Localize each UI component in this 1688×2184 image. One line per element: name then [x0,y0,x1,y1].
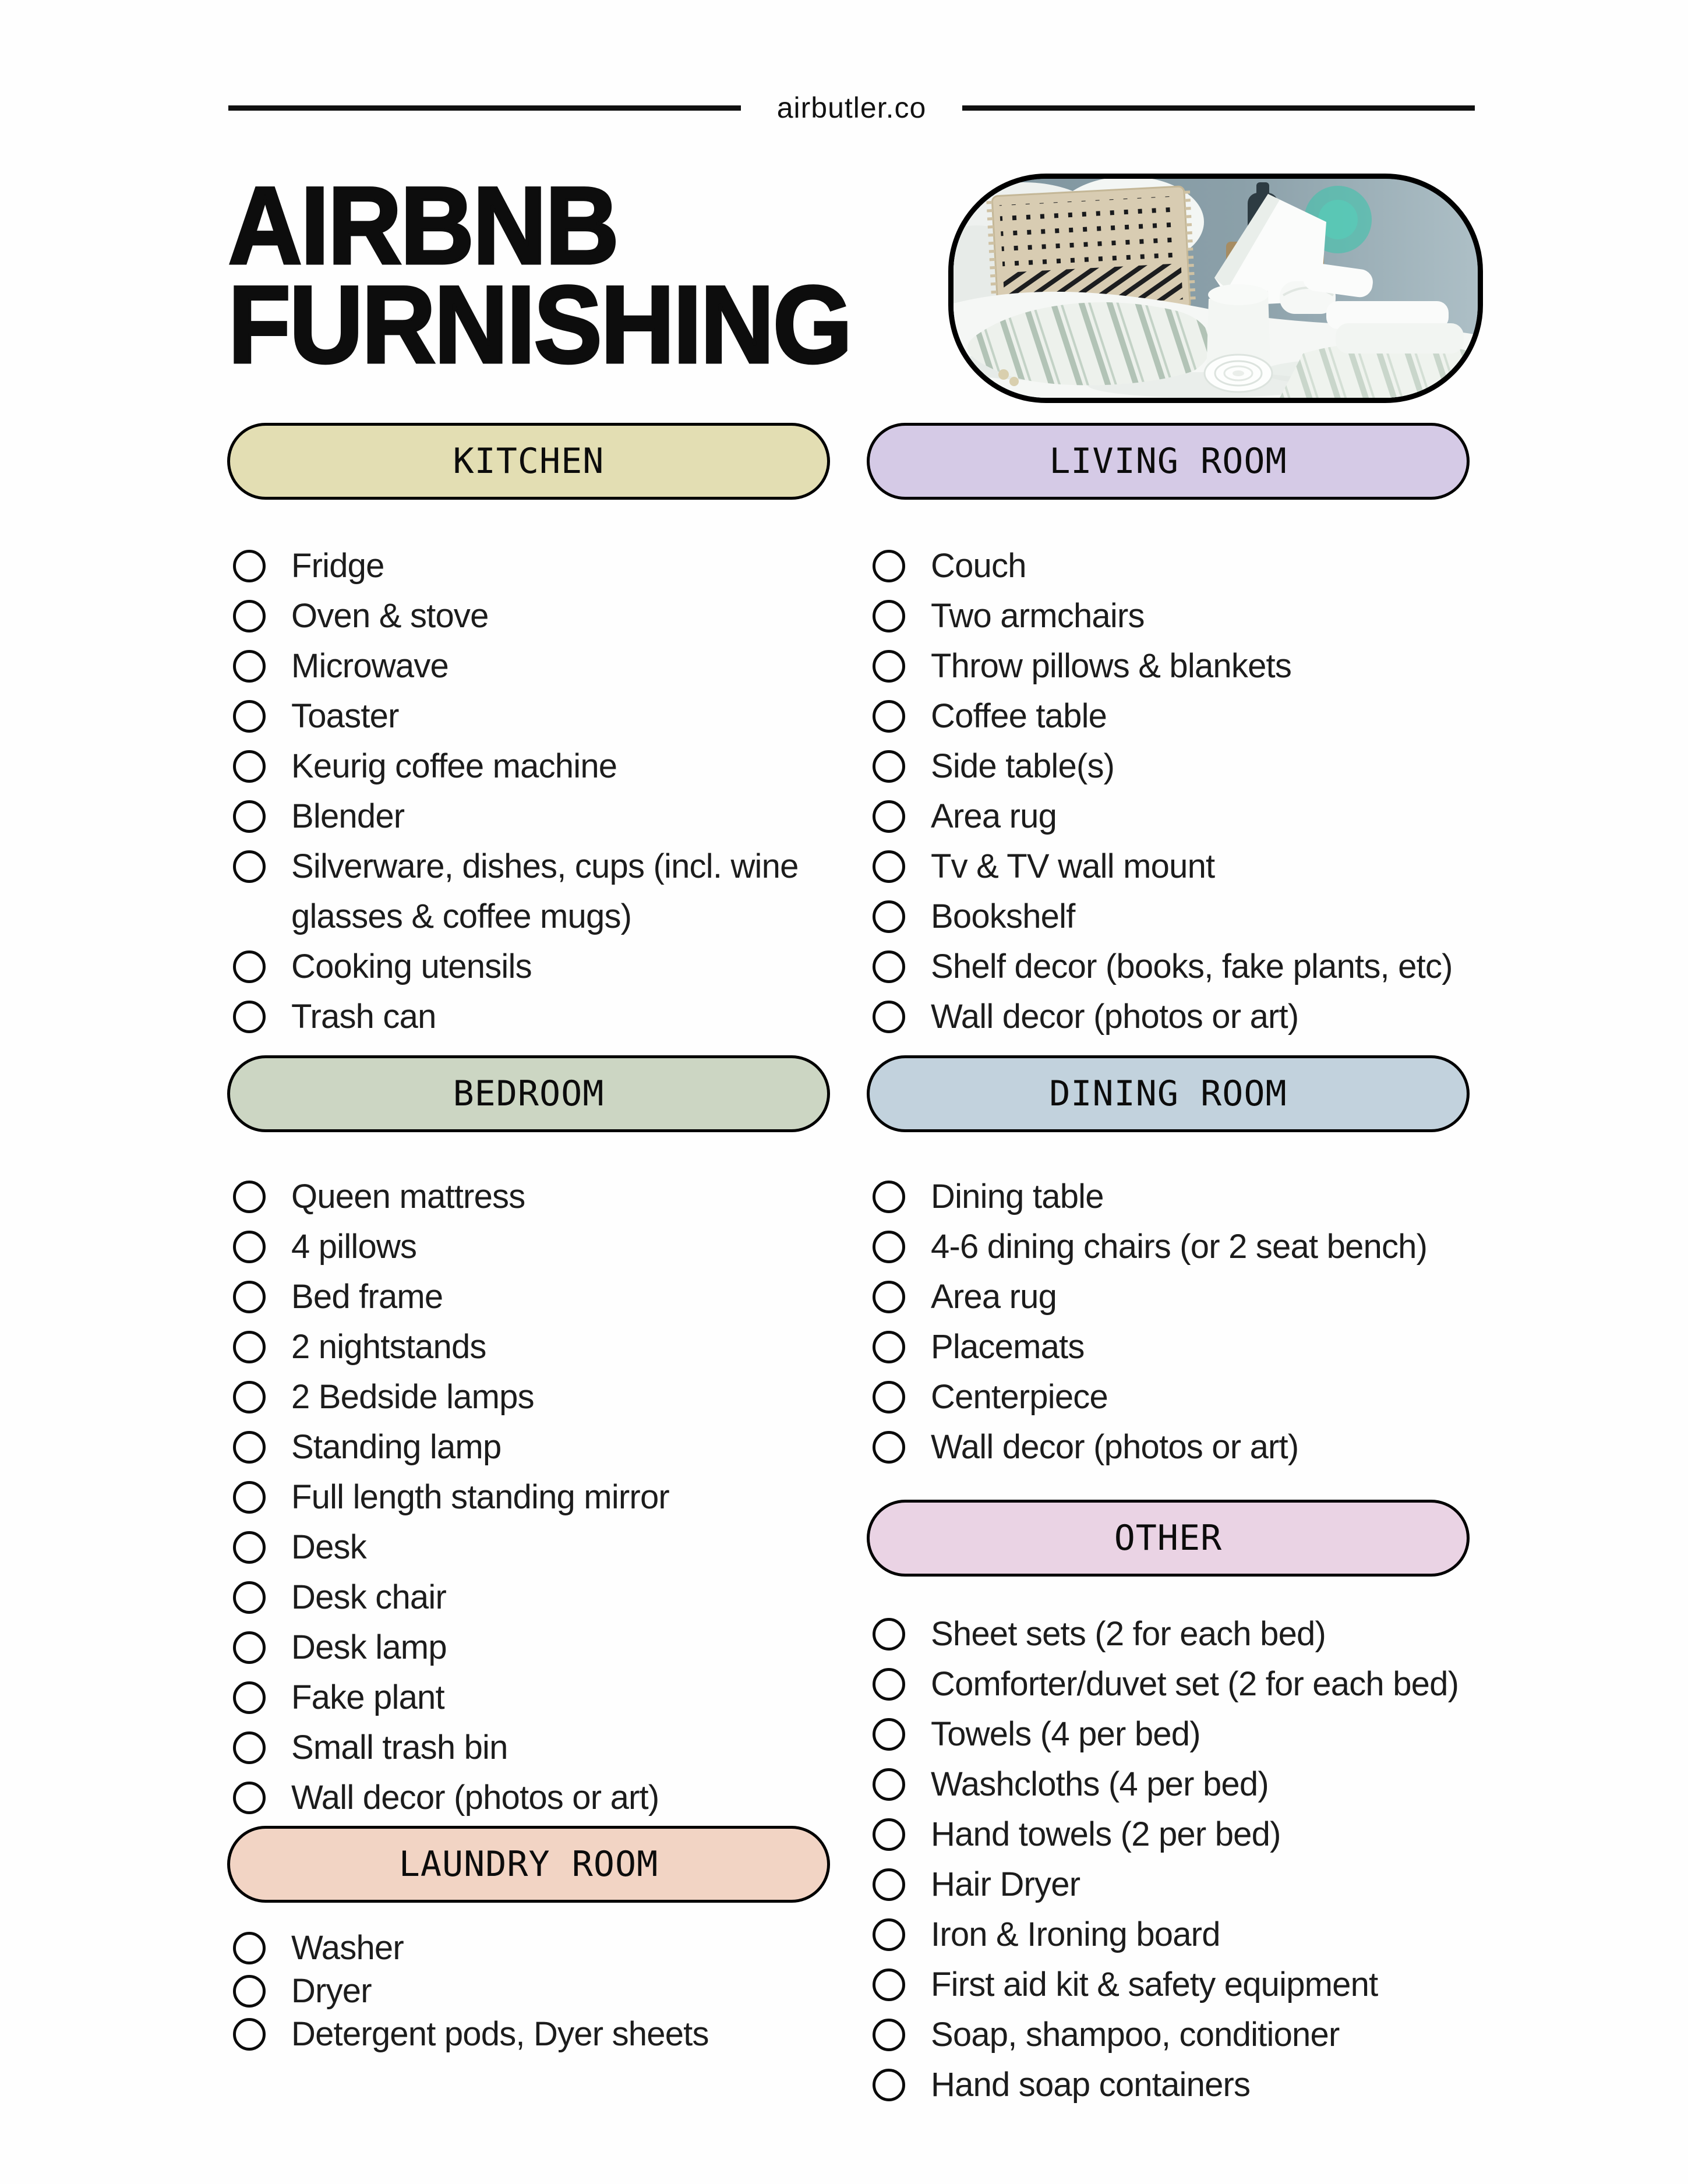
checklist-item [233,842,830,942]
checkbox-circle[interactable] [233,1581,266,1614]
checklist-living-room [867,541,1470,1042]
item-label: Shelf decor (books, fake plants, etc) [931,948,1453,985]
section-title-dining-room: DINING ROOM [1049,1073,1287,1114]
checklist-item [233,741,830,791]
page-title [228,164,852,386]
item-label: Throw pillows & blankets [931,647,1292,685]
section-header-dining-room [867,1055,1470,1132]
checklist-item [873,1709,1470,1759]
section-laundry-room [227,1826,830,2056]
checkbox-circle[interactable] [873,700,905,733]
checkbox-circle[interactable] [873,850,905,883]
checkbox-circle[interactable] [873,2019,905,2051]
checklist-item [873,2060,1470,2110]
brand-divider-row [228,91,1475,125]
checkbox-circle[interactable] [873,1431,905,1464]
checklist-item [233,942,830,992]
checkbox-circle[interactable] [873,1868,905,1901]
checklist-item [233,691,830,741]
section-title-laundry-room: LAUNDRY ROOM [398,1844,659,1885]
checklist-item [873,1759,1470,1810]
checklist-item [233,1222,830,1272]
checklist-item [873,691,1470,741]
item-label: Dryer [291,1972,372,2010]
checklist-item [873,1810,1470,1860]
checkbox-circle[interactable] [233,700,266,733]
item-label: Iron & Ironing board [931,1916,1220,1953]
section-header-kitchen [227,423,830,500]
checklist-other [867,1609,1470,2110]
section-header-bedroom [227,1055,830,1132]
item-label: Towels (4 per bed) [931,1715,1200,1753]
checkbox-circle[interactable] [233,1681,266,1714]
checkbox-circle[interactable] [233,750,266,783]
checkbox-circle[interactable] [873,2069,905,2101]
item-label: Tv & TV wall mount [931,847,1215,885]
checklist-item [233,2013,830,2056]
checklist-item [233,1472,830,1522]
section-header-living-room [867,423,1470,500]
item-label: Bookshelf [931,897,1075,935]
item-label: Full length standing mirror [291,1478,669,1516]
checklist-item [873,892,1470,942]
checklist-item [873,791,1470,842]
item-label: Cooking utensils [291,948,532,985]
checkbox-circle[interactable] [873,550,905,582]
item-label: Hair Dryer [931,1865,1080,1903]
checklist-item [233,1572,830,1623]
item-label: Hand soap containers [931,2066,1251,2104]
item-label: Microwave [291,647,449,685]
item-label: Toaster [291,697,399,735]
checkbox-circle[interactable] [233,1431,266,1464]
item-label: Standing lamp [291,1428,502,1466]
checkbox-circle[interactable] [233,600,266,632]
item-label: Side table(s) [931,747,1115,785]
hero-photo-illustration [954,179,1478,398]
item-label: Blender [291,797,405,835]
checkbox-circle[interactable] [233,1975,266,2008]
checklist-item [233,591,830,641]
checklist-item [873,942,1470,992]
checklist-item [873,741,1470,791]
checkbox-circle[interactable] [233,1231,266,1263]
item-label: Soap, shampoo, conditioner [931,2016,1340,2054]
checklist-item [233,1773,830,1823]
checkbox-circle[interactable] [873,1381,905,1413]
section-title-kitchen: KITCHEN [453,441,605,482]
item-label: Wall decor (photos or art) [931,998,1299,1036]
checklist-item [233,1422,830,1472]
checkbox-circle[interactable] [233,950,266,983]
checklist-item [233,641,830,691]
checklist-item [233,1970,830,2013]
item-label: Comforter/duvet set (2 for each bed) [931,1665,1459,1703]
item-label: Washcloths (4 per bed) [931,1765,1269,1803]
item-label: Dining table [931,1178,1104,1215]
section-title-living-room: LIVING ROOM [1049,441,1287,482]
item-label: Desk chair [291,1578,446,1616]
checkbox-circle[interactable] [233,1932,266,1964]
checklist-item [873,1172,1470,1222]
section-living-room [867,423,1470,1042]
divider-line-left [228,105,741,111]
checkbox-circle[interactable] [233,650,266,683]
checkbox-circle[interactable] [873,950,905,983]
item-label: Keurig coffee machine [291,747,617,785]
checklist-item [873,842,1470,892]
checklist-item [233,541,830,591]
checklist-item [873,1222,1470,1272]
item-label: Fake plant [291,1678,444,1716]
item-label: 2 Bedside lamps [291,1378,534,1416]
page-title-line2: FURNISHING [228,263,852,386]
checklist-dining-room [867,1172,1470,1472]
checklist-item [233,1522,830,1572]
item-label: Sheet sets (2 for each bed) [931,1615,1326,1653]
checkbox-circle[interactable] [873,1331,905,1363]
checkbox-circle[interactable] [873,750,905,783]
item-label: Desk [291,1528,366,1566]
checklist-item [233,1673,830,1723]
checklist-item [873,591,1470,641]
checkbox-circle[interactable] [233,1481,266,1514]
checkbox-circle[interactable] [873,1618,905,1651]
checklist-item [873,1372,1470,1422]
checklist-item [873,1272,1470,1322]
checkbox-circle[interactable] [233,1281,266,1313]
checklist-item [873,541,1470,591]
item-label: Detergent pods, Dyer sheets [291,2015,709,2053]
page-title-line1: AIRBNB [228,164,618,287]
checklist-item [873,1659,1470,1709]
item-label: 4-6 dining chairs (or 2 seat bench) [931,1228,1428,1266]
item-label: Silverware, dishes, cups (incl. wine glasses & coffee mugs) [291,847,799,935]
item-label: Washer [291,1929,404,1967]
item-label: First aid kit & safety equipment [931,1966,1378,2003]
checklist-item [233,1723,830,1773]
checkbox-circle[interactable] [873,650,905,683]
checkbox-circle[interactable] [873,1718,905,1751]
checkbox-circle[interactable] [873,1768,905,1801]
checkbox-circle[interactable] [873,1181,905,1213]
item-label: 2 nightstands [291,1328,486,1366]
item-label: Bed frame [291,1278,443,1316]
checkbox-circle[interactable] [233,550,266,582]
checklist-item [233,1322,830,1372]
item-label: Area rug [931,797,1057,835]
checkbox-circle[interactable] [233,1782,266,1814]
checklist-item [873,1860,1470,1910]
item-label: 4 pillows [291,1228,417,1266]
checkbox-circle[interactable] [873,1918,905,1951]
section-header-laundry-room [227,1826,830,1903]
checklist-item [873,1609,1470,1659]
checkbox-circle[interactable] [873,1969,905,2001]
item-label: Queen mattress [291,1178,525,1215]
item-label: Fridge [291,547,384,585]
checkbox-circle[interactable] [233,1631,266,1664]
checklist-item [873,1960,1470,2010]
item-label: Desk lamp [291,1628,447,1666]
checkbox-circle[interactable] [873,900,905,933]
section-title-other: OTHER [1114,1518,1223,1559]
checklist-item [233,1172,830,1222]
checkbox-circle[interactable] [873,1818,905,1851]
checklist-bedroom [227,1172,830,1823]
item-label: Coffee table [931,697,1107,735]
item-label: Trash can [291,998,436,1036]
checklist-kitchen [227,541,830,1042]
section-other [867,1500,1470,2110]
checkbox-circle[interactable] [233,850,266,883]
hero-photo [948,174,1483,403]
checkbox-circle[interactable] [873,1001,905,1033]
checkbox-circle[interactable] [233,1001,266,1033]
checkbox-circle[interactable] [233,1731,266,1764]
checklist-item [233,1623,830,1673]
checklist-item [233,1272,830,1322]
section-bedroom [227,1055,830,1823]
section-dining-room [867,1055,1470,1472]
item-label: Two armchairs [931,597,1145,635]
item-label: Couch [931,547,1026,585]
checkbox-circle[interactable] [233,1331,266,1363]
section-title-bedroom: BEDROOM [453,1073,605,1114]
checklist-item [233,1372,830,1422]
item-label: Wall decor (photos or art) [931,1428,1299,1466]
item-label: Centerpiece [931,1378,1108,1416]
checklist-laundry-room [227,1927,830,2056]
checkbox-circle[interactable] [233,800,266,833]
section-kitchen [227,423,830,1042]
checklist-item [233,992,830,1042]
divider-line-right [962,105,1475,111]
section-header-other [867,1500,1470,1577]
checklist-item [873,1322,1470,1372]
checkbox-circle[interactable] [873,1668,905,1701]
item-label: Small trash bin [291,1729,508,1766]
checkbox-circle[interactable] [233,2018,266,2051]
item-label: Area rug [931,1278,1057,1316]
item-label: Placemats [931,1328,1085,1366]
checkbox-circle[interactable] [873,1281,905,1313]
checklist-item [873,992,1470,1042]
checkbox-circle[interactable] [233,1381,266,1413]
checkbox-circle[interactable] [873,600,905,632]
checkbox-circle[interactable] [233,1531,266,1564]
checklist-item [233,1927,830,1970]
item-label: Wall decor (photos or art) [291,1779,659,1817]
item-label: Oven & stove [291,597,489,635]
checklist-item [873,1422,1470,1472]
checkbox-circle[interactable] [873,800,905,833]
checklist-item [873,2010,1470,2060]
item-label: Hand towels (2 per bed) [931,1815,1281,1853]
checklist-item [233,791,830,842]
checklist-item [873,641,1470,691]
brand-label: airbutler.co [776,91,927,124]
checkbox-circle[interactable] [873,1231,905,1263]
checklist-item [873,1910,1470,1960]
checkbox-circle[interactable] [233,1181,266,1213]
